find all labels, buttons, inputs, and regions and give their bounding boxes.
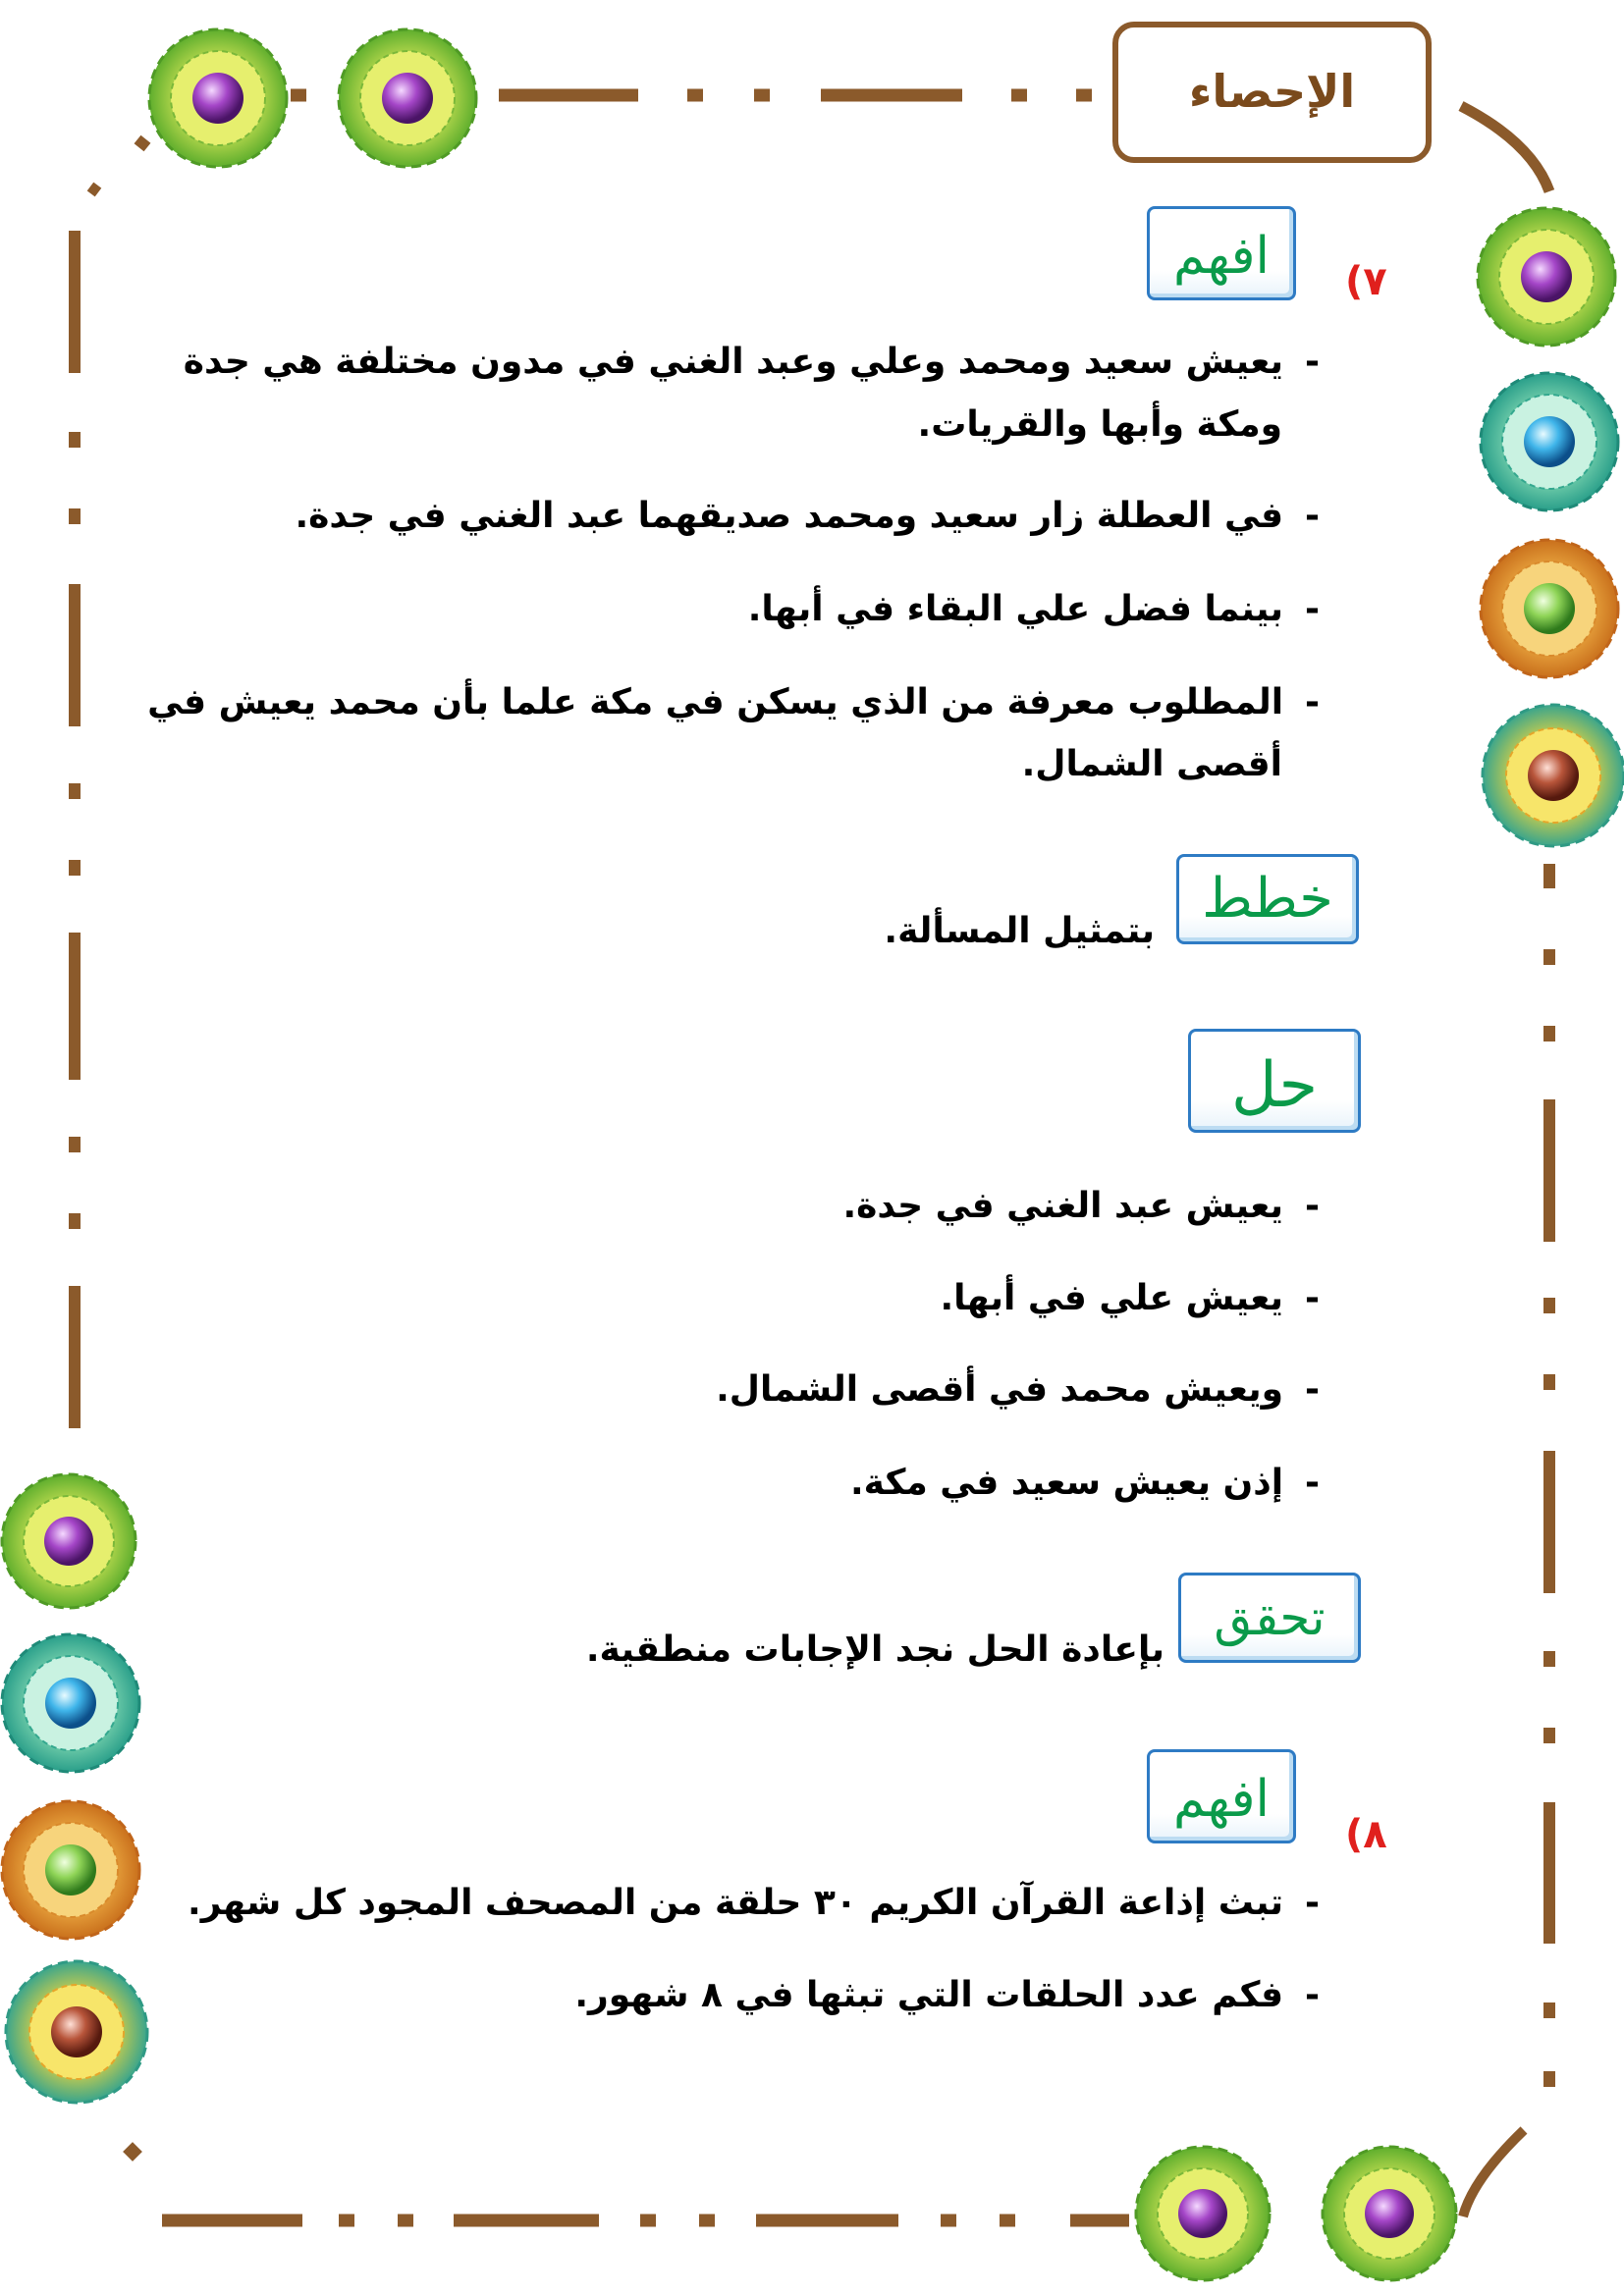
problem-8-bullet-1: -تبث إذاعة القرآن الكريم ٣٠ حلقة من المصحف المجود كل شهر. [188,1883,1320,1923]
problem-7-bullet-4: -المطلوب معرفة من الذي يسكن في مكة علما بأن محمد يعيش في [147,682,1320,722]
solve-badge [1188,1029,1361,1133]
understand-badge-8 [1147,1749,1296,1843]
problem-7-bullet-3: -بينما فضل علي البقاء في أبها. [747,589,1320,629]
solution-line-2: -يعيش علي في أبها. [940,1278,1320,1318]
solution-line-1: -يعيش عبد الغني في جدة. [842,1186,1320,1226]
solve-label: حل [1230,1049,1319,1122]
problem-8-bullet-2: -فكم عدد الحلقات التي تبثها في ٨ شهور. [574,1975,1320,2015]
problem-7-bullet-1: -يعيش سعيد ومحمد وعلي وعبد الغني في مدون مختلفة هي جدة [183,342,1320,382]
problem-7-bullet-2: -في العطلة زار سعيد ومحمد صديقهما عبد الغني في جدة. [295,496,1320,536]
check-badge [1178,1573,1361,1663]
problem-8-number: ٨) [1345,1812,1387,1857]
flower-ornament-2 [339,29,476,167]
flower-ornament-1 [149,29,287,167]
understand-badge-7 [1147,206,1296,300]
plan-text: بتمثيل المسألة. [884,911,1155,951]
page-title-box [1112,22,1432,163]
solution-line-4: -إذن يعيش سعيد في مكة. [850,1463,1320,1503]
problem-7-bullet-1-cont: ومكة وأبها والقريات. [917,404,1282,445]
problem-7-bullet-4-cont: أقصى الشمال. [1021,744,1282,784]
page-title: الإحصاء [1188,65,1356,118]
plan-label: خطط [1202,867,1333,931]
understand-label-8: افهم [1173,1770,1270,1829]
check-text: بإعادة الحل نجد الإجابات منطقية. [585,1629,1164,1670]
plan-badge [1176,854,1359,944]
solution-line-3: -ويعيش محمد في أقصى الشمال. [716,1369,1320,1410]
problem-7-number: ٧) [1345,259,1387,304]
understand-label: افهم [1173,227,1270,286]
check-label: تحقق [1214,1589,1326,1646]
